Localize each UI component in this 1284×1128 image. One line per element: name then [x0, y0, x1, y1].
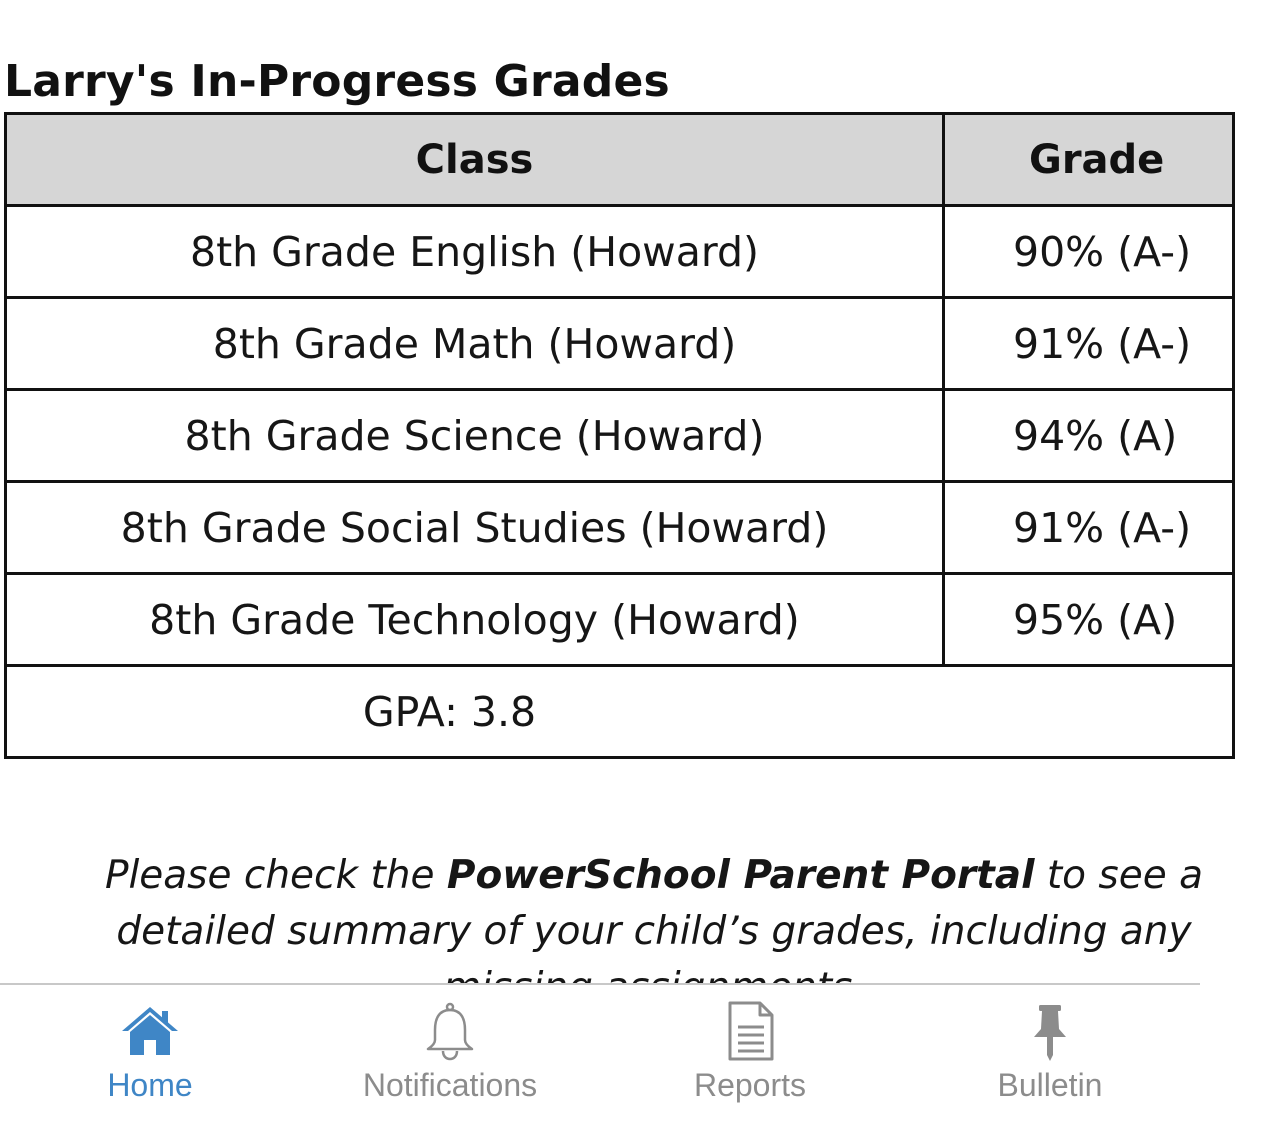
class-column-header: Class — [6, 114, 944, 206]
table-header-row — [6, 114, 1234, 206]
grade-column-header: Grade — [944, 114, 1234, 206]
tab-home-label: Home — [107, 1067, 193, 1103]
gpa-row — [6, 666, 1234, 758]
tab-reports[interactable] — [600, 985, 900, 1128]
class-cell: 8th Grade Science (Howard) — [6, 390, 944, 482]
tab-notifications-label: Notifications — [362, 1067, 538, 1103]
grade-cell: 91% (A-) — [944, 482, 1234, 574]
table-row — [6, 206, 1234, 298]
class-cell: 8th Grade Social Studies (Howard) — [6, 482, 944, 574]
pushpin-icon — [1018, 999, 1082, 1063]
tab-reports-label: Reports — [693, 1067, 807, 1103]
tab-bulletin-label: Bulletin — [997, 1067, 1103, 1103]
bell-icon — [418, 999, 482, 1063]
table-row — [6, 390, 1234, 482]
tab-notifications[interactable] — [300, 985, 600, 1128]
gpa-cell: GPA: 3.8 — [6, 666, 1234, 758]
class-cell: 8th Grade Technology (Howard) — [6, 574, 944, 666]
notice-line-1 — [24, 848, 1284, 904]
page-title: Larry's In-Progress Grades — [4, 56, 670, 107]
notice-line-2: detailed summary of your child’s grades, including any — [116, 909, 1192, 954]
bottom-tab-bar — [0, 983, 1200, 1128]
notice-text-end: to see a — [1034, 853, 1204, 898]
table-row — [6, 574, 1234, 666]
grades-table — [4, 112, 1235, 759]
home-icon — [118, 999, 182, 1063]
powerschool-portal-text: PowerSchool Parent Portal — [446, 853, 1035, 898]
grade-cell: 95% (A) — [944, 574, 1234, 666]
grade-cell: 91% (A-) — [944, 298, 1234, 390]
table-row — [6, 298, 1234, 390]
document-icon — [718, 999, 782, 1063]
class-cell: 8th Grade English (Howard) — [6, 206, 944, 298]
notice-text-start: Please check the — [104, 853, 447, 898]
grade-cell: 94% (A) — [944, 390, 1234, 482]
class-cell: 8th Grade Math (Howard) — [6, 298, 944, 390]
table-row — [6, 482, 1234, 574]
grade-cell: 90% (A-) — [944, 206, 1234, 298]
tab-bulletin[interactable] — [900, 985, 1200, 1128]
tab-home[interactable] — [0, 985, 300, 1128]
